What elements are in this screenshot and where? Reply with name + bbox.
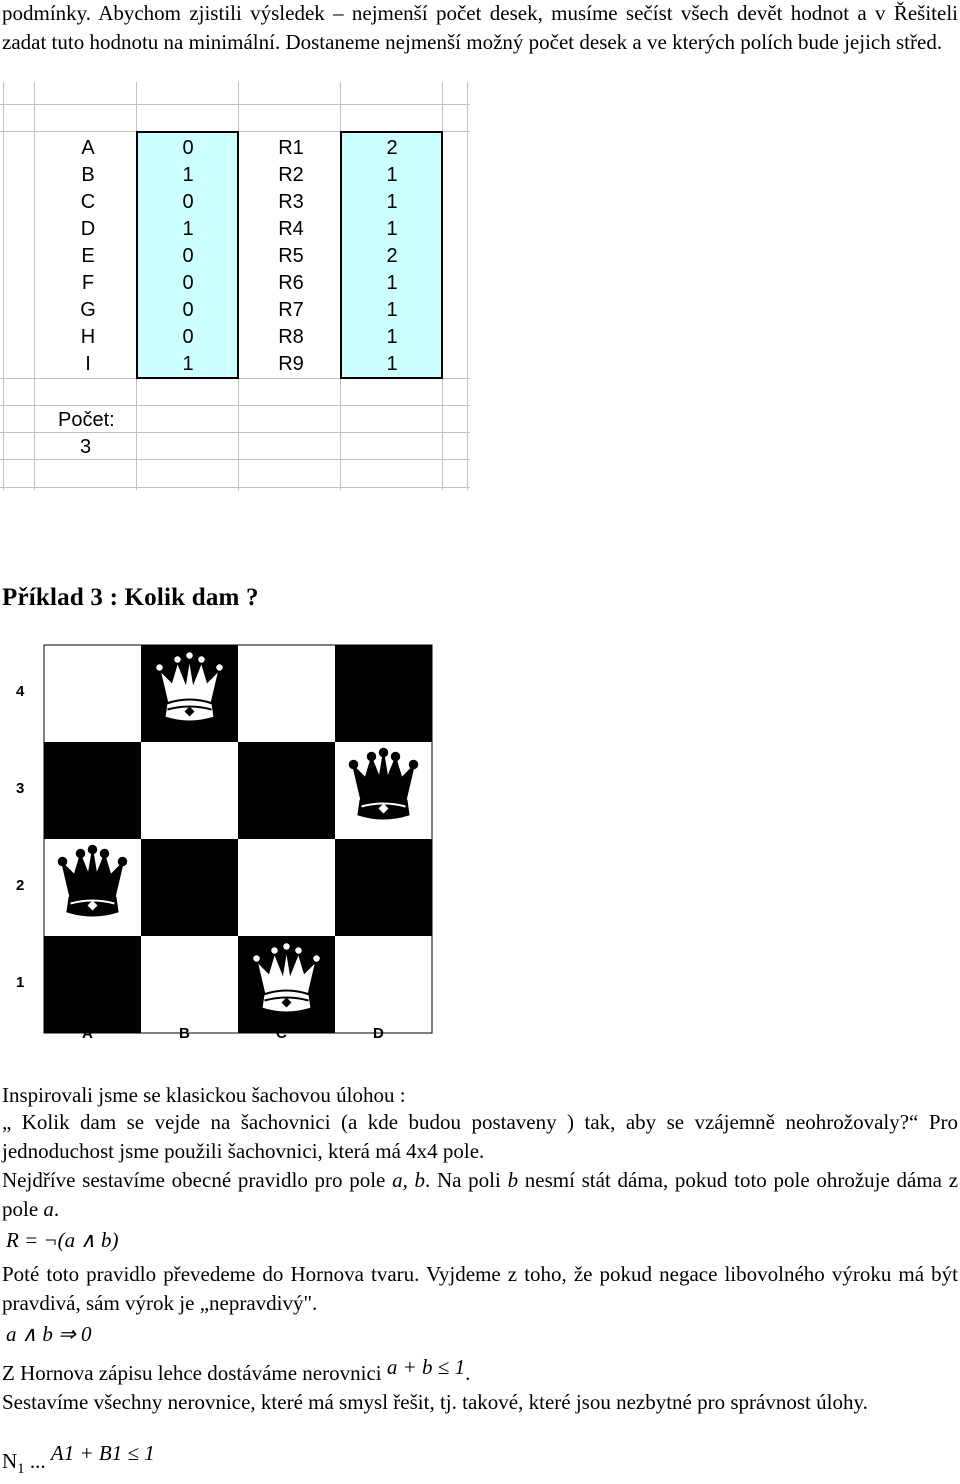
file-label: C (276, 1025, 287, 1042)
sheet-cell-value: 0 (182, 137, 194, 159)
sheet-cell-r-value: 1 (386, 326, 398, 348)
sheet-cell-label: B (81, 164, 95, 186)
sheet-cell-value: 0 (182, 326, 194, 348)
board-square-b1 (141, 936, 238, 1033)
sheet-cell-value: 0 (182, 272, 194, 294)
sheet-cell-r-value: 1 (386, 272, 398, 294)
rule-vars-ab: a, b (392, 1168, 426, 1192)
rule-var-b: b (507, 1168, 519, 1192)
sheet-cell-value: 1 (182, 218, 194, 240)
file-label: B (179, 1025, 190, 1042)
sheet-cell-r: R8 (278, 326, 304, 348)
n1-label: N (2, 1449, 18, 1473)
paragraph-inequality (2, 1355, 471, 1388)
rule-text-c: nesmí stát dáma, pokud toto pole ohrožuje dáma z pole (2, 1168, 959, 1221)
sheet-cell-label: C (80, 191, 96, 213)
spreadsheet-figure (0, 82, 470, 490)
file-label: A (82, 1025, 93, 1042)
formula-rule: R = ¬(a ∧ b) (6, 1228, 119, 1252)
board-square-c2 (238, 839, 335, 936)
board-square-d2 (335, 839, 432, 936)
chessboard (0, 640, 440, 1050)
chessboard-figure (0, 640, 440, 1050)
sheet-cell-r: R6 (278, 272, 304, 294)
sheet-cell-r: R4 (278, 218, 304, 240)
sheet-cell-r-value: 1 (386, 191, 398, 213)
sheet-cell-r-value: 1 (386, 353, 398, 375)
sheet-cell-label: G (80, 299, 96, 321)
board-square-a1 (44, 936, 141, 1033)
paragraph-horn-form: Poté toto pravidlo převedeme do Hornova tvaru. Vyjdeme z toho, že pokud negace libovolného výroku má být pravdivá, sám výrok je „nepravdivý". (2, 1262, 958, 1315)
rule-text-d: . (53, 1197, 60, 1221)
inequality-end: . (465, 1361, 471, 1385)
sheet-cell-value: 1 (182, 353, 194, 375)
sheet-cell-label: F (81, 272, 95, 294)
sheet-cell-r: R2 (278, 164, 304, 186)
sheet-cell-r-value: 2 (386, 137, 398, 159)
sheet-cell-label: E (81, 245, 95, 267)
inequality-formula: a + b ≤ 1 (386, 1355, 466, 1379)
sheet-cell-r: R9 (278, 353, 304, 375)
rank-label: 4 (16, 683, 25, 700)
sheet-cell-value: 0 (182, 191, 194, 213)
sheet-cell-r: R3 (278, 191, 304, 213)
inequality-text: Z Hornova zápisu lehce dostáváme nerovnici (2, 1361, 387, 1385)
count-value: 3 (80, 436, 92, 458)
sheet-cell-label: H (80, 326, 96, 348)
board-square-b2 (141, 839, 238, 936)
example-heading: Příklad 3 : Kolik dam ? (2, 584, 259, 611)
rule-text-b: . Na poli (425, 1168, 508, 1192)
paragraph-general-rule (2, 1166, 958, 1224)
board-square-b3 (141, 742, 238, 839)
sheet-cell-r-value: 2 (386, 245, 398, 267)
file-label: D (373, 1025, 384, 1042)
board-square-c3 (238, 742, 335, 839)
count-label: Počet: (58, 409, 115, 431)
sheet-cell-r-value: 1 (386, 164, 398, 186)
paragraph-all-inequalities: Sestavíme všechny nerovnice, které má smysl řešit, tj. takové, které jsou nezbytné pro správnost úlohy. (2, 1390, 868, 1414)
board-square-c4 (238, 645, 335, 742)
rank-label: 2 (16, 877, 25, 894)
n1-formula: A1 + B1 ≤ 1 (50, 1441, 155, 1465)
sheet-cell-r: R7 (278, 299, 304, 321)
n1-subscript: 1 (17, 1461, 25, 1478)
sheet-cell-r-value: 1 (386, 218, 398, 240)
rule-var-a: a (43, 1197, 54, 1221)
sheet-cell-label: D (80, 218, 96, 240)
rank-label: 1 (16, 974, 25, 991)
sheet-cell-label: A (81, 137, 95, 159)
sheet-cell-r: R5 (278, 245, 304, 267)
board-square-a3 (44, 742, 141, 839)
sheet-cell-value: 0 (182, 299, 194, 321)
board-square-a4 (44, 645, 141, 742)
paragraph-inspiration: Inspirovali jsme se klasickou šachovou úlohou : (2, 1083, 406, 1107)
board-square-d1 (335, 936, 432, 1033)
n1-dots: ... (24, 1449, 46, 1473)
formula-horn: a ∧ b ⇒ 0 (6, 1322, 92, 1346)
intro-paragraph: podmínky. Abychom zjistili výsledek – nejmenší počet desek, musíme sečíst všech devět hodnot a v Řešiteli zadat tuto hodnotu na minimální. Dostaneme nejmenší možný počet desek a ve kterých polích bude jejich střed. (2, 1, 958, 54)
sheet-cell-r: R1 (278, 137, 304, 159)
sheet-cell-r-value: 1 (386, 299, 398, 321)
rank-label: 3 (16, 780, 25, 797)
board-square-d4 (335, 645, 432, 742)
sheet-cell-value: 1 (182, 164, 194, 186)
paragraph-problem-statement: „ Kolik dam se vejde na šachovnici (a kde budou postaveny ) tak, aby se vzájemně neohrožovaly?“ Pro jednoduchost jsme použili šachovnici, která má 4x4 pole. (2, 1110, 958, 1163)
rule-text-a: Nejdříve sestavíme obecné pravidlo pro pole (2, 1168, 393, 1192)
sheet-cell-value: 0 (182, 245, 194, 267)
sheet-cell-label: I (85, 353, 91, 375)
inequality-n1 (2, 1441, 155, 1484)
